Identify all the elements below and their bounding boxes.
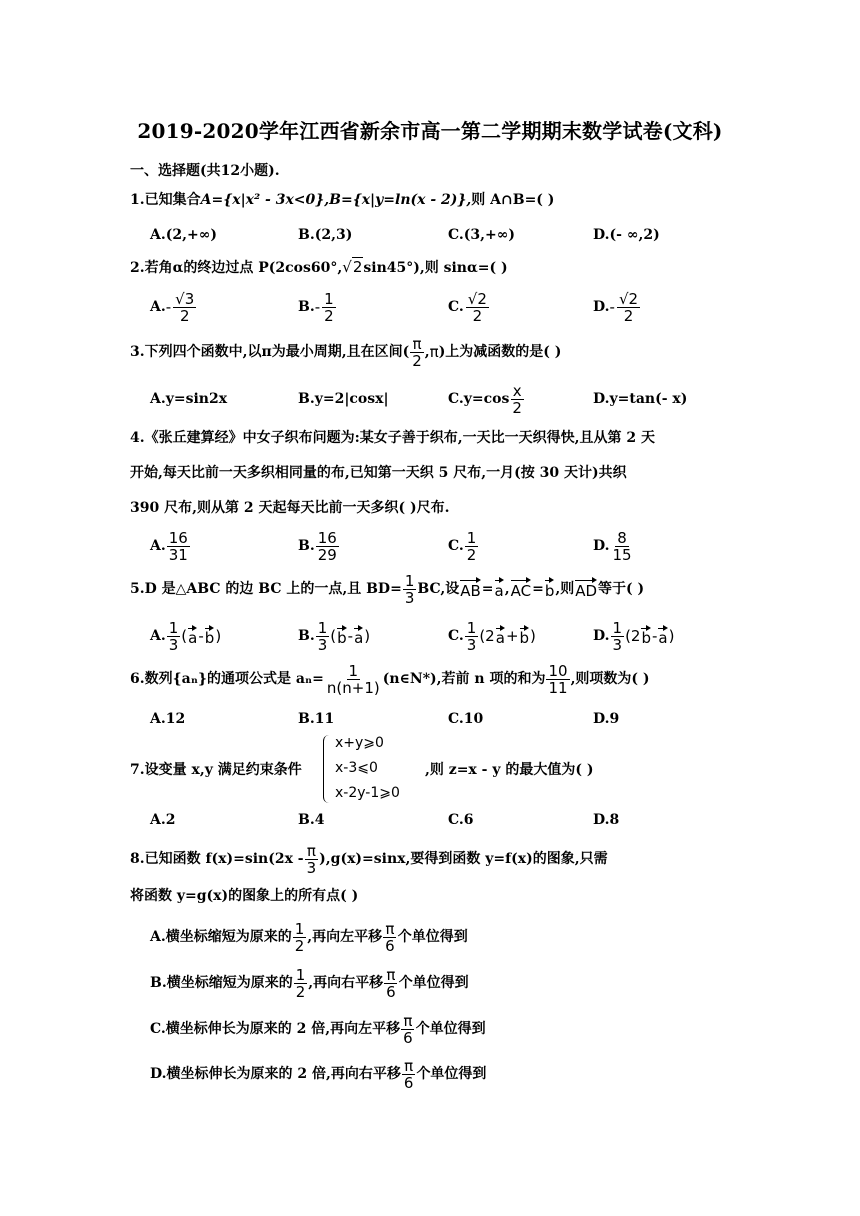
q4-option-c[interactable]: C. $\frac{1}{2}$ <box>448 528 477 564</box>
question-8-line-2: 将函数 y=g(x)的图象上的所有点( ) <box>130 888 359 904</box>
constraint-3: x-2y-1⩾0 <box>335 785 400 801</box>
q2-option-d[interactable]: D. - $\frac{√2}{2}$ <box>593 289 639 325</box>
q6-option-a[interactable]: A.12 <box>150 711 186 727</box>
q5-option-b[interactable]: B. $\frac{1}{3}$ ( b - a ) <box>298 618 371 654</box>
q4-option-b[interactable]: B. $\frac{16}{29}$ <box>298 528 337 564</box>
q8-option-d[interactable]: D.横坐标伸长为原来的 2 倍,再向右平移 $\frac{\pi}{6}$ 个单位得到 <box>150 1056 487 1092</box>
question-7-stem-a: 7.设变量 x,y 满足约束条件 <box>130 762 302 778</box>
q4-option-a[interactable]: A. $\frac{16}{31}$ <box>150 528 188 564</box>
question-6-options <box>150 704 740 734</box>
q3-option-d[interactable]: D.y=tan(- x) <box>593 391 688 407</box>
q5-option-c[interactable]: C. $\frac{1}{3}$ (2 a + b ) <box>448 618 536 654</box>
brace-icon <box>323 735 332 803</box>
q2-option-c[interactable]: C. $\frac{√2}{2}$ <box>448 289 487 325</box>
vector-a: a <box>495 577 504 601</box>
vector-ab: AB <box>460 577 481 601</box>
q5-option-d[interactable]: D. $\frac{1}{3}$ (2 b - a ) <box>593 618 675 654</box>
q8-option-a[interactable]: A.横坐标缩短为原来的 $\frac{1}{2}$ ,再向左平移 $\frac{\pi}{6}$ 个单位得到 <box>150 919 468 955</box>
vector-b: b <box>545 577 555 601</box>
q1-option-a[interactable]: A.(2,+∞) <box>150 227 217 243</box>
q6-option-d[interactable]: D.9 <box>593 711 620 727</box>
q4-option-d[interactable]: D. $\frac{8}{15}$ <box>593 528 632 564</box>
constraint-2: x-3⩽0 <box>335 760 378 776</box>
q6-option-b[interactable]: B.11 <box>298 711 335 727</box>
question-4-line-1: 4.《张丘建算经》中女子织布问题为:某女子善于织布,一天比一天织得快,且从第 2 天 <box>130 430 656 446</box>
question-5-stem: 5.D 是△ABC 的边 BC 上的一点,且 BD= $\frac{1}{3}$ BC,设 AB = a , AC = b ,则 AD 等于( ) <box>130 571 645 607</box>
question-1-options <box>150 220 740 250</box>
q3-option-b[interactable]: B.y=2|cosx| <box>298 391 389 407</box>
vector-ac: AC <box>511 577 531 601</box>
question-4-line-3: 390 尺布,则从第 2 天起每天比前一天多织( )尺布. <box>130 500 450 516</box>
q2-option-b[interactable]: B. - $\frac{1}{2}$ <box>298 289 334 325</box>
q7-option-c[interactable]: C.6 <box>448 812 474 828</box>
q8-option-b[interactable]: B.横坐标缩短为原来的 $\frac{1}{2}$ ,再向右平移 $\frac{\pi}{6}$ 个单位得到 <box>150 965 469 1001</box>
q7-option-b[interactable]: B.4 <box>298 812 325 828</box>
q1-option-c[interactable]: C.(3,+∞) <box>448 227 516 243</box>
q8-option-c[interactable]: C.横坐标伸长为原来的 2 倍,再向左平移 $\frac{\pi}{6}$ 个单位得到 <box>150 1011 486 1047</box>
q2-option-a[interactable]: A. - $\frac{√3}{2}$ <box>150 289 195 325</box>
question-8-stem: 8.已知函数 f(x)=sin(2x - $\frac{\pi}{3}$ ),g(x)=sinx,要得到函数 y=f(x)的图象,只需 <box>130 841 608 877</box>
page-title: 2019-2020学年江西省新余市高一第二学期期末数学试卷(文科) <box>137 119 723 143</box>
question-3-options <box>150 380 740 418</box>
q7-option-d[interactable]: D.8 <box>593 812 620 828</box>
question-7-stem-b: ,则 z=x - y 的最大值为( ) <box>425 762 594 778</box>
q3-option-a[interactable]: A.y=sin2x <box>150 391 228 407</box>
question-4-options <box>150 527 740 565</box>
question-2-stem: 2.若角α的终边过点 P(2cos60°,√2sin45°),则 sinα=( ) <box>130 258 508 276</box>
q5-option-a[interactable]: A. $\frac{1}{3}$ ( a - b ) <box>150 618 222 654</box>
sqrt-symbol: √2 <box>342 258 363 276</box>
question-5-options <box>150 617 740 655</box>
q3-option-c[interactable]: C.y=cos $\frac{x}{2}$ <box>448 381 522 417</box>
question-6-stem: 6.数列{aₙ}的通项公式是 aₙ= $\frac{1}{n(n+1)}$ (n∈N*),若前 n 项的和为 $\frac{10}{11}$ ,则项数为( ) <box>130 661 650 697</box>
question-3-stem: 3.下列四个函数中,以π为最小周期,且在区间( $\frac{\pi}{2}$ , π )上为减函数的是( ) <box>130 334 562 370</box>
q1-option-d[interactable]: D.(- ∞,2) <box>593 227 660 243</box>
question-4-line-2: 开始,每天比前一天多织相同量的布,已知第一天织 5 尺布,一月(按 30 天计)共织 <box>130 465 627 481</box>
question-1-stem: 1.已知集合A={x|x² - 3x<0},B={x|y=ln(x - 2)},则 A∩B=( ) <box>130 192 555 208</box>
section-heading: 一、选择题(共12小题). <box>130 163 280 179</box>
question-2-options <box>150 288 740 326</box>
q1-option-b[interactable]: B.(2,3) <box>298 227 353 243</box>
constraint-1: x+y⩾0 <box>335 735 384 751</box>
q7-option-a[interactable]: A.2 <box>150 812 176 828</box>
question-7-options <box>150 805 740 835</box>
vector-ad: AD <box>575 577 597 601</box>
q6-option-c[interactable]: C.10 <box>448 711 484 727</box>
